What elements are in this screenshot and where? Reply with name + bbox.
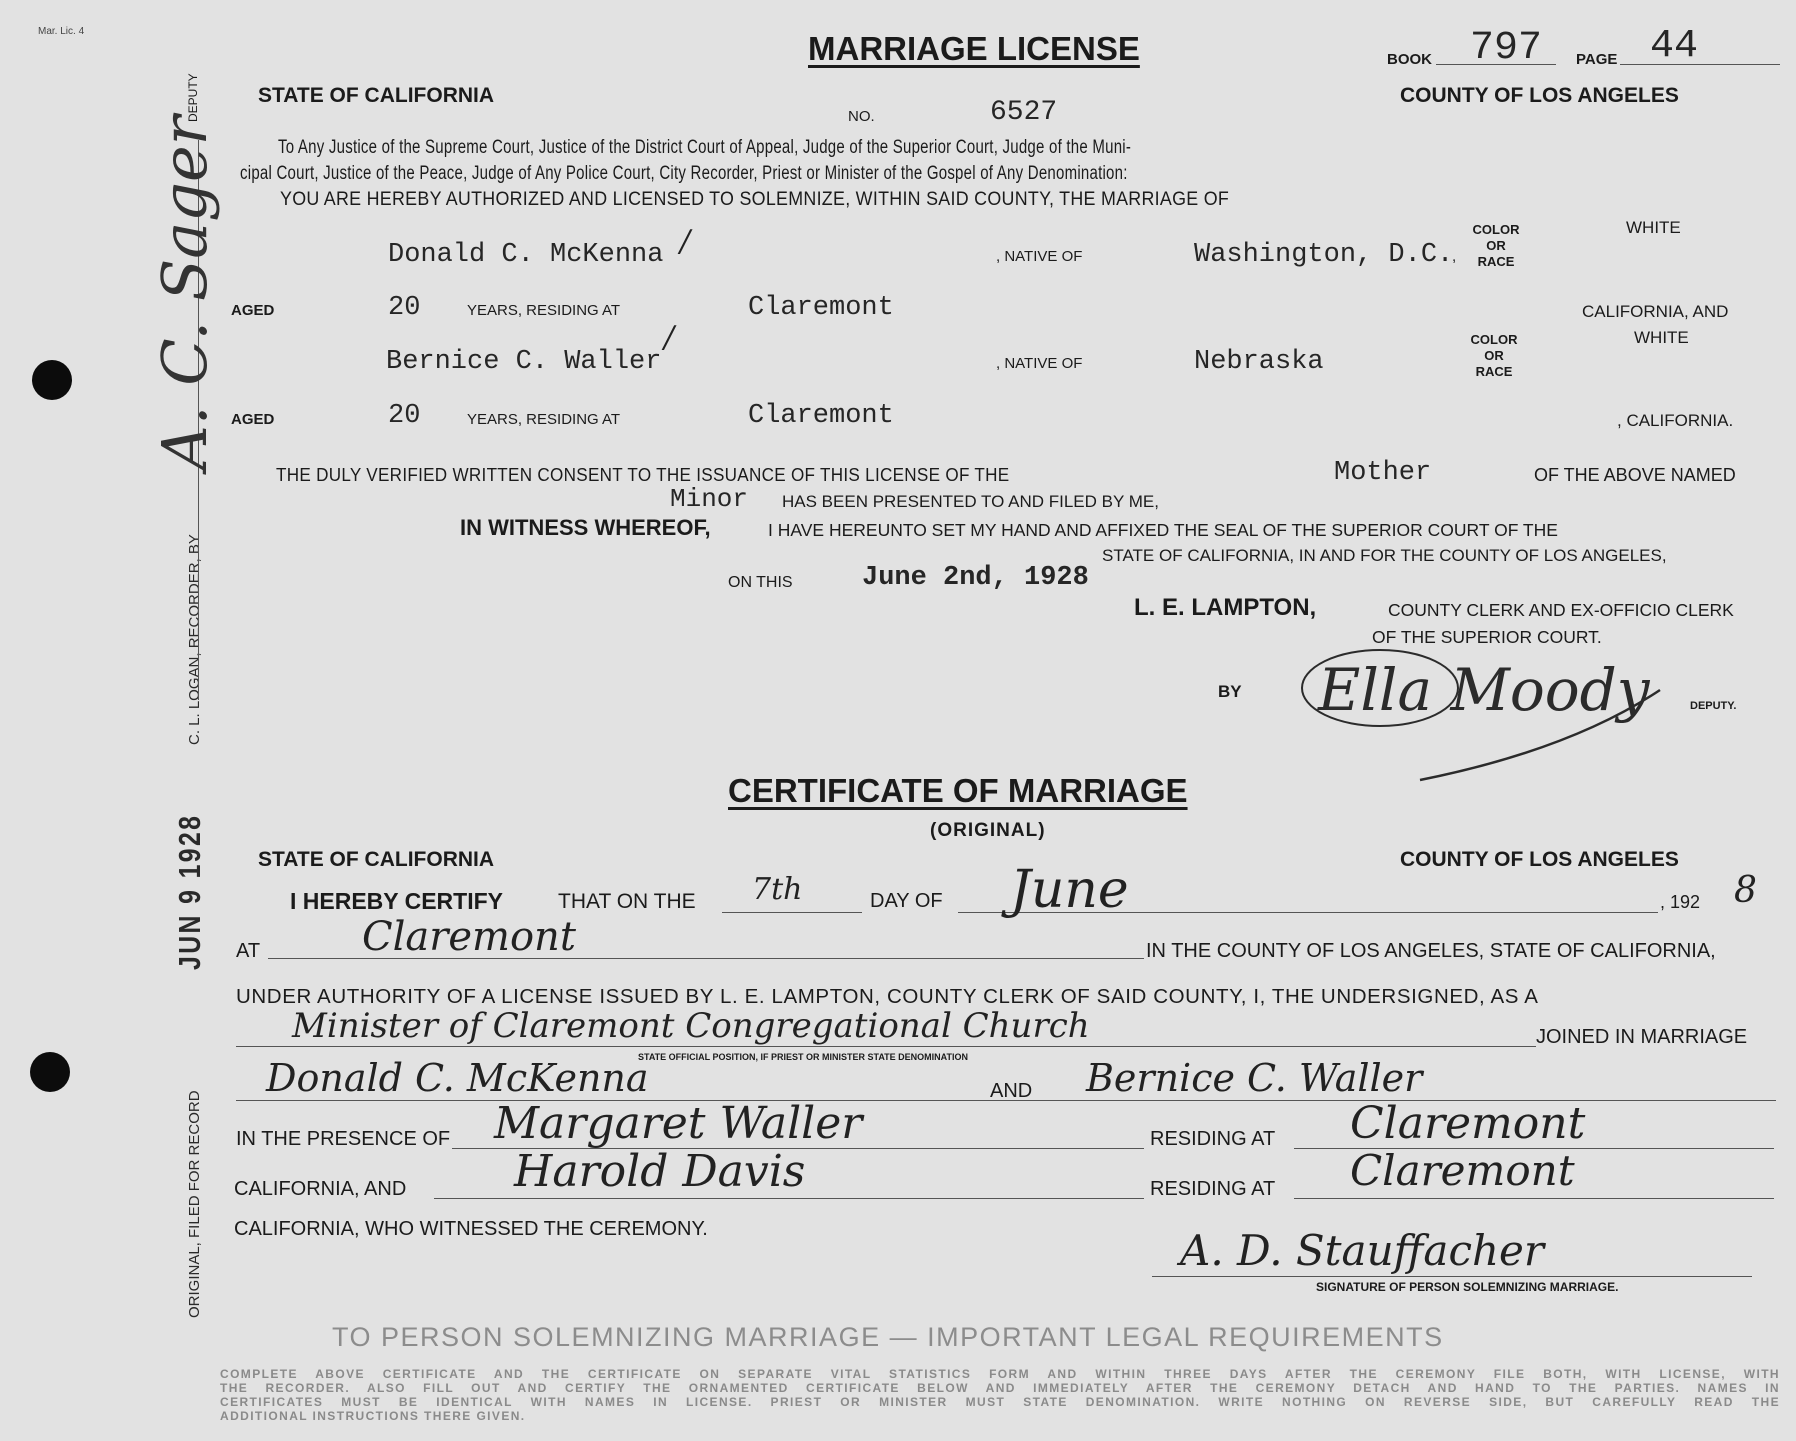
book-label: BOOK: [1387, 51, 1432, 68]
certificate-day: 7th: [752, 872, 803, 907]
license-county: COUNTY OF LOS ANGELES: [1400, 84, 1679, 107]
day-of-label: DAY OF: [870, 890, 943, 912]
punch-hole-bottom: [30, 1052, 70, 1092]
bride-color-label: COLOR OR RACE: [1470, 332, 1518, 379]
deputy-signature-vertical: A. C. Sager: [148, 115, 221, 470]
bride-residing-label: YEARS, RESIDING AT: [467, 411, 621, 428]
above-named: OF THE ABOVE NAMED: [1534, 465, 1736, 485]
certify-text: THAT ON THE: [558, 890, 696, 913]
signature-caption: SIGNATURE OF PERSON SOLEMNIZING MARRIAGE.: [1316, 1280, 1619, 1294]
certificate-month: June: [1010, 860, 1129, 920]
on-this-label: ON THIS: [728, 574, 793, 591]
bride-check-mark: /: [664, 320, 675, 355]
signature-flourish: [1300, 640, 1700, 790]
witness-2-residence: Claremont: [1350, 1146, 1575, 1195]
bride-native: Nebraska: [1194, 347, 1324, 377]
license-no-label: NO.: [848, 108, 875, 125]
consent-by: Mother: [1334, 458, 1432, 488]
witness-text: I HAVE HEREUNTO SET MY HAND AND AFFIXED THE SEAL OF THE SUPERIOR COURT OF THE: [768, 520, 1558, 540]
witness-text-2: STATE OF CALIFORNIA, IN AND FOR THE COUNTY OF LOS ANGELES,: [1102, 546, 1667, 565]
bride-residence: Claremont: [748, 401, 894, 431]
witness-2-name: Harold Davis: [514, 1146, 806, 1197]
recorder-name-text: C. L. LOGAN, RECORDER, BY: [186, 534, 203, 745]
bride-race: WHITE: [1634, 328, 1689, 347]
groom-native: Washington, D.C.: [1194, 240, 1454, 270]
footer-line-3: CERTIFICATES MUST BE IDENTICAL WITH NAMES IN LICENSE. PRIEST OR MINISTER MUST STATE DENOMINATION. WRITE NOTHING ON REVERSE SIDE, BUT CAREFULLY READ THE: [220, 1395, 1780, 1409]
groom-residence: Claremont: [748, 293, 894, 323]
witness-1-name: Margaret Waller: [494, 1098, 863, 1149]
year-digit: 8: [1734, 870, 1757, 911]
residing-label-2: RESIDING AT: [1150, 1178, 1276, 1200]
clerk-title-1: COUNTY CLERK AND EX-OFFICIO CLERK: [1388, 600, 1734, 620]
bride-aged-label: AGED: [231, 411, 275, 428]
officiant-signature: A. D. Stauffacher: [1180, 1226, 1544, 1275]
groom-residing-label: YEARS, RESIDING AT: [467, 302, 621, 319]
residing-label-1: RESIDING AT: [1150, 1128, 1276, 1150]
groom-color-label: COLOR OR RACE: [1472, 222, 1520, 269]
footer-heading: TO PERSON SOLEMNIZING MARRIAGE — IMPORTANT LEGAL REQUIREMENTS: [332, 1322, 1444, 1352]
consent-text: THE DULY VERIFIED WRITTEN CONSENT TO THE ISSUANCE OF THIS LICENSE OF THE: [276, 465, 1010, 485]
by-label: BY: [1218, 682, 1242, 701]
page-label: PAGE: [1576, 51, 1618, 68]
presented-text: HAS BEEN PRESENTED TO AND FILED BY ME,: [782, 492, 1159, 511]
position-caption: STATE OFFICIAL POSITION, IF PRIEST OR MINISTER STATE DENOMINATION: [638, 1052, 969, 1062]
page-number: 44: [1650, 24, 1699, 69]
witness-whereof: IN WITNESS WHEREOF,: [460, 515, 711, 540]
footer-line-2: THE RECORDER. ALSO FILL OUT AND CERTIFY THE ORNAMENTED CERTIFICATE BELOW AND IMMEDIATELY AFTER THE CEREMONY DETACH AND HAND TO THE PARTIES. NAMES IN: [220, 1381, 1780, 1395]
address-line-1: To Any Justice of the Supreme Court, Justice of the District Court of Appeal, Judge of the Superior Court, Judge of the Muni-: [278, 137, 1132, 158]
certify-bold: I HEREBY CERTIFY: [290, 888, 503, 914]
groom-race: WHITE: [1626, 218, 1681, 237]
book-number: 797: [1470, 26, 1543, 71]
authority-text: UNDER AUTHORITY OF A LICENSE ISSUED BY L. E. LAMPTON, COUNTY CLERK OF SAID COUNTY, I, THE UNDERSIGNED, AS A: [236, 985, 1539, 1008]
bride-native-label: , NATIVE OF: [996, 355, 1083, 372]
certificate-state: STATE OF CALIFORNIA: [258, 848, 495, 871]
clerk-name: L. E. LAMPTON,: [1134, 594, 1317, 621]
license-title: MARRIAGE LICENSE: [808, 30, 1140, 67]
at-label: AT: [236, 940, 261, 962]
officiant-position: Minister of Claremont Congregational Church: [292, 1006, 1090, 1046]
california-end: , CALIFORNIA.: [1617, 411, 1734, 430]
filed-date-stamp: JUN 9 1928: [172, 813, 207, 970]
witness-1-residence: Claremont: [1350, 1098, 1586, 1149]
bride-age: 20: [388, 401, 421, 431]
deputy-label: DEPUTY: [186, 73, 200, 122]
recorder-filed-text: ORIGINAL, FILED FOR RECORD: [186, 1090, 203, 1318]
punch-hole-top: [32, 360, 72, 400]
certificate-subtitle: (ORIGINAL): [930, 820, 1046, 841]
deputy-suffix: DEPUTY.: [1690, 700, 1737, 712]
groom-native-comma: ,: [1452, 248, 1457, 265]
minor-text: Minor: [670, 484, 749, 514]
presence-label: IN THE PRESENCE OF: [236, 1128, 451, 1150]
groom-aged-label: AGED: [231, 302, 275, 319]
license-number: 6527: [990, 97, 1058, 128]
joined-text: JOINED IN MARRIAGE: [1536, 1026, 1748, 1048]
address-line-3: YOU ARE HEREBY AUTHORIZED AND LICENSED TO SOLEMNIZE, WITHIN SAID COUNTY, THE MARRIAGE OF: [280, 189, 1230, 210]
clerk-title-2: OF THE SUPERIOR COURT.: [1372, 627, 1602, 647]
groom-age: 20: [388, 293, 421, 323]
certificate-title: CERTIFICATE OF MARRIAGE: [728, 772, 1188, 809]
certificate-county: COUNTY OF LOS ANGELES: [1400, 848, 1679, 871]
and-label: AND: [990, 1080, 1033, 1102]
license-state: STATE OF CALIFORNIA: [258, 84, 495, 107]
certificate-bride: Bernice C. Waller: [1086, 1056, 1423, 1100]
clerk-deputy-signature: Ella Moody: [1318, 656, 1650, 724]
county-state-text: IN THE COUNTY OF LOS ANGELES, STATE OF CALIFORNIA,: [1146, 940, 1716, 962]
footer-line-4: ADDITIONAL INSTRUCTIONS THERE GIVEN.: [220, 1409, 526, 1423]
issue-date: June 2nd, 1928: [862, 563, 1089, 593]
bride-name: Bernice C. Waller: [386, 347, 662, 377]
year-prefix: , 192: [1660, 892, 1701, 912]
groom-native-label: , NATIVE OF: [996, 248, 1083, 265]
form-number: Mar. Lic. 4: [38, 26, 85, 37]
footer-line-1: COMPLETE ABOVE CERTIFICATE AND THE CERTIFICATE ON SEPARATE VITAL STATISTICS FORM AND WITHIN THREE DAYS AFTER THE CEREMONY FILE BOTH, WITH LICENSE, WITH: [220, 1367, 1780, 1381]
california-and-cert: CALIFORNIA, AND: [234, 1178, 407, 1200]
groom-name: Donald C. McKenna: [388, 240, 664, 270]
address-line-2: cipal Court, Justice of the Peace, Judge of Any Police Court, City Recorder, Priest or Minister of the Gospel of Any Denomination:: [240, 163, 1128, 184]
certificate-place: Claremont: [362, 914, 576, 960]
certificate-groom: Donald C. McKenna: [266, 1056, 649, 1100]
california-and: CALIFORNIA, AND: [1582, 302, 1729, 321]
closing-text: CALIFORNIA, WHO WITNESSED THE CEREMONY.: [234, 1218, 708, 1240]
groom-check-mark: /: [680, 224, 691, 259]
